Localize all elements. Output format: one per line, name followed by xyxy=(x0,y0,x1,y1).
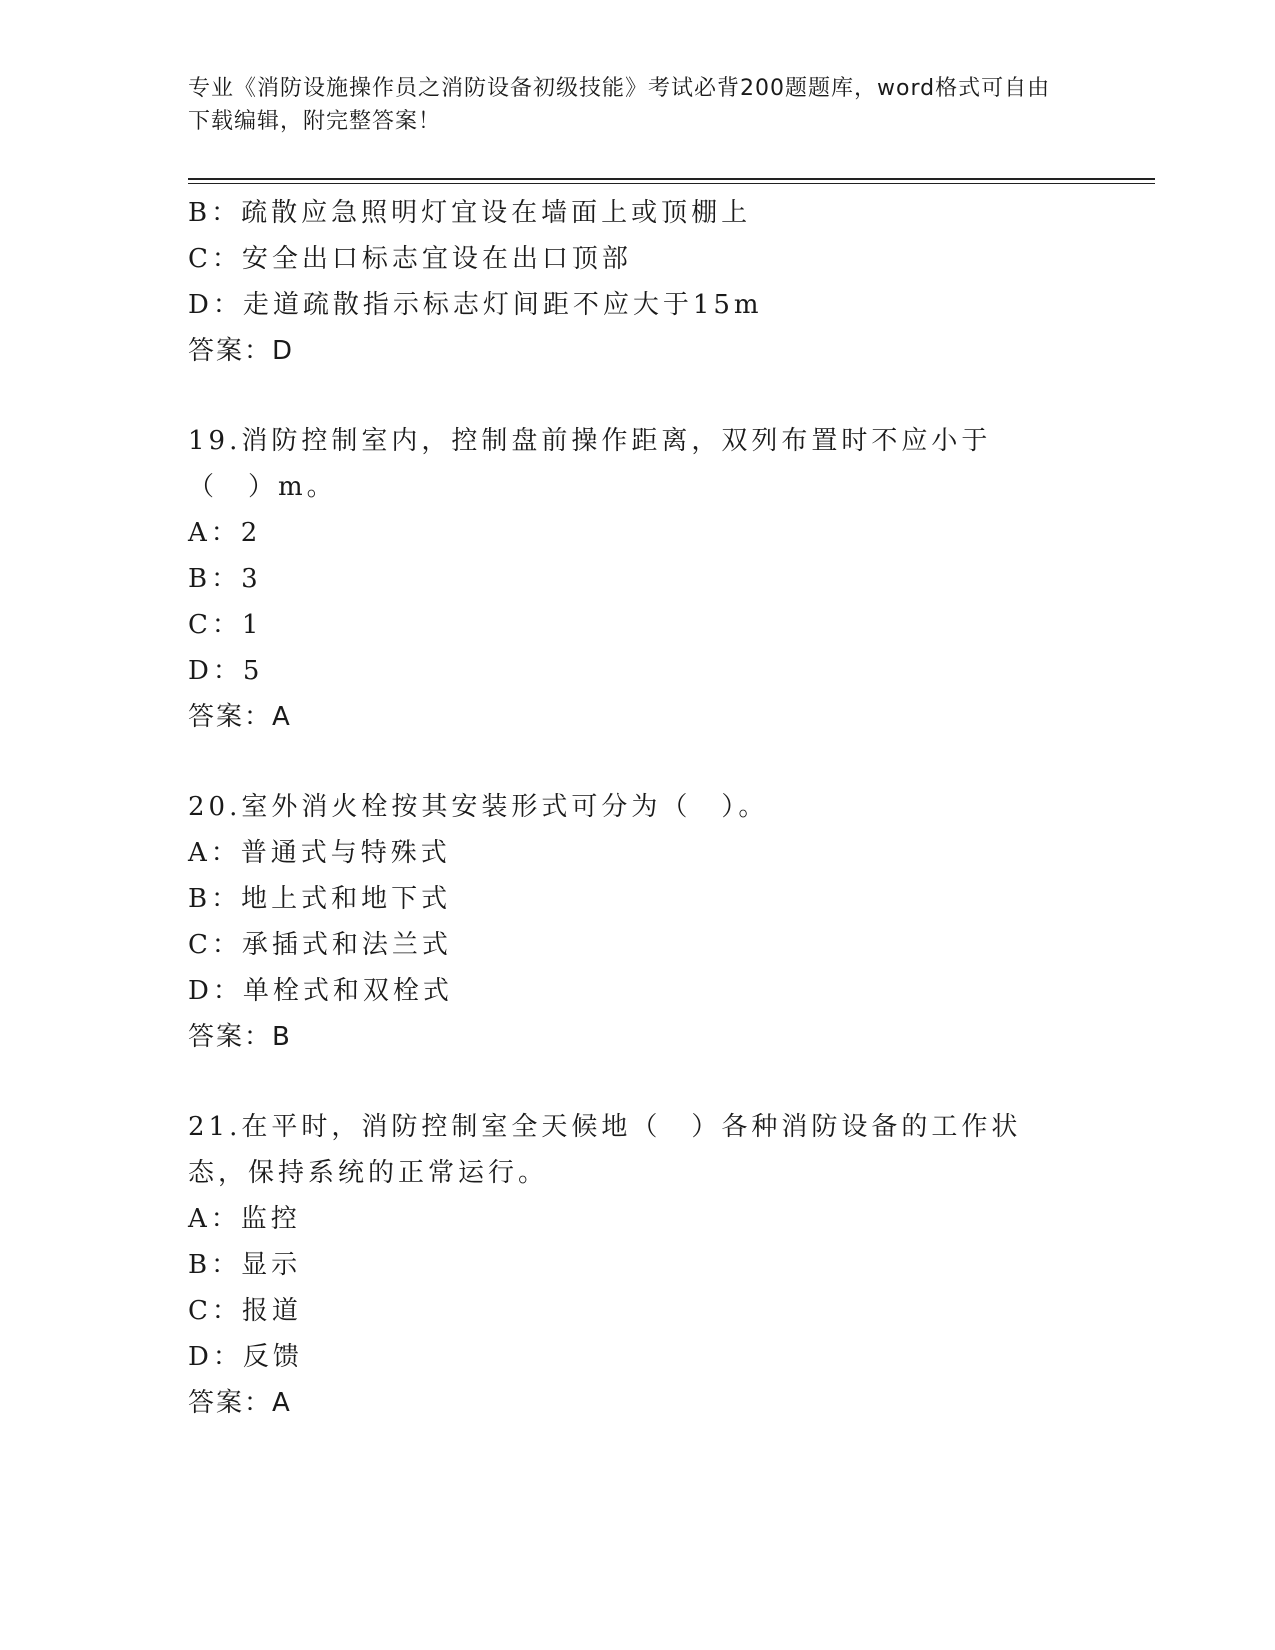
option-d: D：5 xyxy=(188,656,264,686)
spacer xyxy=(188,1060,1088,1104)
option-d: D：走道疏散指示标志灯间距不应大于15m xyxy=(188,290,763,320)
option-a: A：监控 xyxy=(188,1204,301,1234)
question-text: 20.室外消火栓按其安装形式可分为（ ）。 xyxy=(188,792,769,822)
option-b: B：地上式和地下式 xyxy=(188,884,452,914)
header-divider-thick xyxy=(188,178,1155,180)
prev-question-tail xyxy=(188,190,1088,374)
option-c: C：报道 xyxy=(188,1296,302,1326)
answer-line: 答案：B xyxy=(188,1022,292,1052)
spacer xyxy=(188,740,1088,784)
option-d: D：单栓式和双栓式 xyxy=(188,976,453,1006)
option-a: A：普通式与特殊式 xyxy=(188,838,451,868)
answer-line: 答案：D xyxy=(188,336,295,366)
option-c: C：安全出口标志宜设在出口顶部 xyxy=(188,244,632,274)
option-b: B：疏散应急照明灯宜设在墙面上或顶棚上 xyxy=(188,198,752,228)
option-a: A：2 xyxy=(188,518,262,548)
spacer xyxy=(188,374,1088,418)
question-text: 19.消防控制室内，控制盘前操作距离，双列布置时不应小于（ ）m。 xyxy=(188,426,992,502)
question-20 xyxy=(188,784,1088,1060)
option-c: C：承插式和法兰式 xyxy=(188,930,452,960)
question-text: 21.在平时，消防控制室全天候地（ ）各种消防设备的工作状态，保持系统的正常运行。 xyxy=(188,1112,1022,1188)
answer-line: 答案：A xyxy=(188,702,292,732)
question-content xyxy=(188,190,1088,1426)
option-c: C：1 xyxy=(188,610,263,640)
question-21 xyxy=(188,1104,1088,1426)
question-19 xyxy=(188,418,1088,740)
header-title: 专业《消防设施操作员之消防设备初级技能》考试必背200题题库，word格式可自由下载编辑，附完整答案！ xyxy=(188,76,1051,134)
option-d: D：反馈 xyxy=(188,1342,303,1372)
header-divider-thin xyxy=(188,183,1155,184)
answer-line: 答案：A xyxy=(188,1388,292,1418)
option-b: B：显示 xyxy=(188,1250,302,1280)
option-b: B：3 xyxy=(188,564,262,594)
document-header xyxy=(188,72,1068,138)
